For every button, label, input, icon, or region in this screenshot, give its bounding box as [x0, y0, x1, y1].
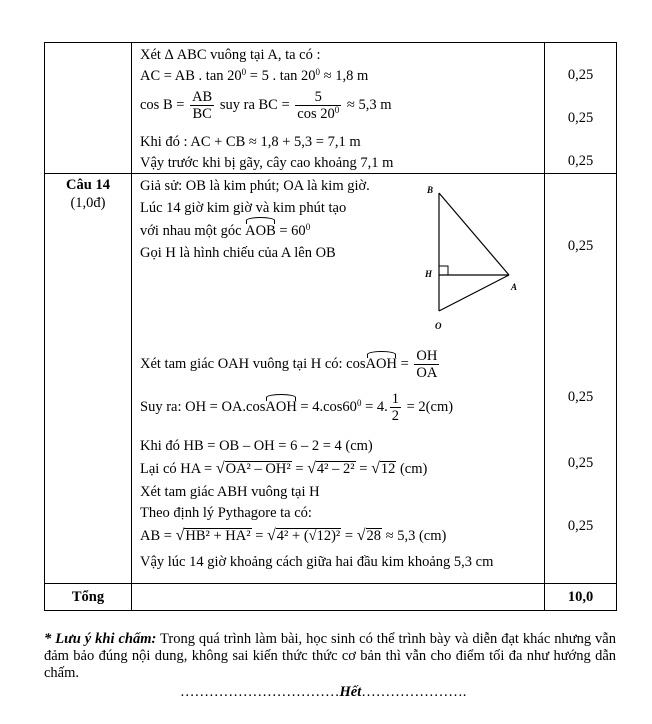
total-value: 10,0	[567, 589, 594, 605]
score: 0,25	[567, 67, 594, 83]
text-line: Xét tam giác ABH vuông tại H	[140, 484, 320, 500]
text-line: Xét Δ ABC vuông tại A, ta có :	[140, 47, 321, 63]
text-line: Gọi H là hình chiếu của A lên OB	[140, 245, 336, 261]
text-line: Khi đó HB = OB – OH = 6 – 2 = 4 (cm)	[140, 438, 373, 454]
total-value-cell	[545, 584, 617, 611]
question-cell	[45, 43, 132, 174]
formula-line: cos B = $\frac{AB}{BC}$ suy ra BC = $\frac{5}{\cos 20^0}$ ≈ 5,3 m	[140, 89, 392, 122]
table-row	[45, 43, 617, 174]
text-line: AC = AB . $\tan 20^0 = 5$ . $\tan 20^0 \approx 1,8$ m	[140, 67, 369, 84]
formula-line: AB = √HB² + HA² = √4² + (√12)² = √28 ≈ 5,3 (cm)	[140, 527, 447, 544]
table-row	[45, 174, 617, 584]
score: 0,25	[567, 455, 594, 471]
text-line: Giả sử: OB là kim phút; OA là kim giờ.	[140, 178, 370, 194]
formula-line: Suy ra: OH = OA.cosAOH = $4.\cos 60^0 = 4$. $\frac{1}{2}$ = 2(cm)	[140, 391, 454, 424]
end-marker: ……………………………Hết………………….	[180, 684, 467, 700]
answer-cell	[132, 43, 545, 174]
text-line: Vậy trước khi bị gãy, cây cao khoảng 7,1 m	[140, 155, 394, 171]
score: 0,25	[567, 518, 594, 534]
score: 0,25	[567, 389, 594, 405]
note-label: * Lưu ý khi chấm:	[44, 631, 157, 647]
question-number: Câu 14	[66, 177, 110, 193]
point-o-label: O	[435, 321, 442, 331]
score: 0,25	[567, 238, 594, 254]
total-label: Tổng	[71, 589, 105, 605]
point-b-label: B	[427, 185, 434, 195]
score: 0,25	[567, 153, 594, 169]
point-h-label: H	[425, 269, 433, 279]
answer-cell	[132, 174, 545, 584]
text-line: với nhau một góc AOB = $60^0$	[140, 222, 311, 239]
grading-note	[44, 631, 616, 682]
formula-line: Lại có HA = √OA² – OH² = √4² – 2² = √12 (cm)	[140, 460, 428, 477]
question-points: (1,0đ)	[70, 195, 106, 211]
note-text: Trong quá trình làm bài, học sinh có thể trình bày và diễn đạt khác nhưng vẫn đảm bảo đúng nội dung, không sai kiến thức thức cơ bản thì vẫn cho điểm tối đa như hướng dẫn chấm.	[44, 631, 616, 681]
question-cell	[45, 174, 132, 584]
text-line: Khi đó : AC + CB ≈ 1,8 + 5,3 = 7,1 m	[140, 134, 361, 150]
total-empty-cell	[132, 584, 545, 611]
table-row	[45, 584, 617, 611]
grading-table	[44, 42, 617, 611]
text-line: Theo định lý Pythagore ta có:	[140, 505, 312, 521]
text-line: Lúc 14 giờ kim giờ và kim phút tạo	[140, 200, 347, 216]
score: 0,25	[567, 110, 594, 126]
formula-line: Xét tam giác OAH vuông tại H có: cosAOH = $\frac{OH}{OA}$	[140, 348, 438, 381]
total-label-cell	[45, 584, 132, 611]
point-a-label: A	[511, 282, 518, 292]
score-cell	[545, 43, 617, 174]
clock-hands-figure	[417, 178, 527, 333]
score-cell	[545, 174, 617, 584]
text-line: Vậy lúc 14 giờ khoảng cách giữa hai đầu kim khoảng 5,3 cm	[140, 554, 494, 570]
